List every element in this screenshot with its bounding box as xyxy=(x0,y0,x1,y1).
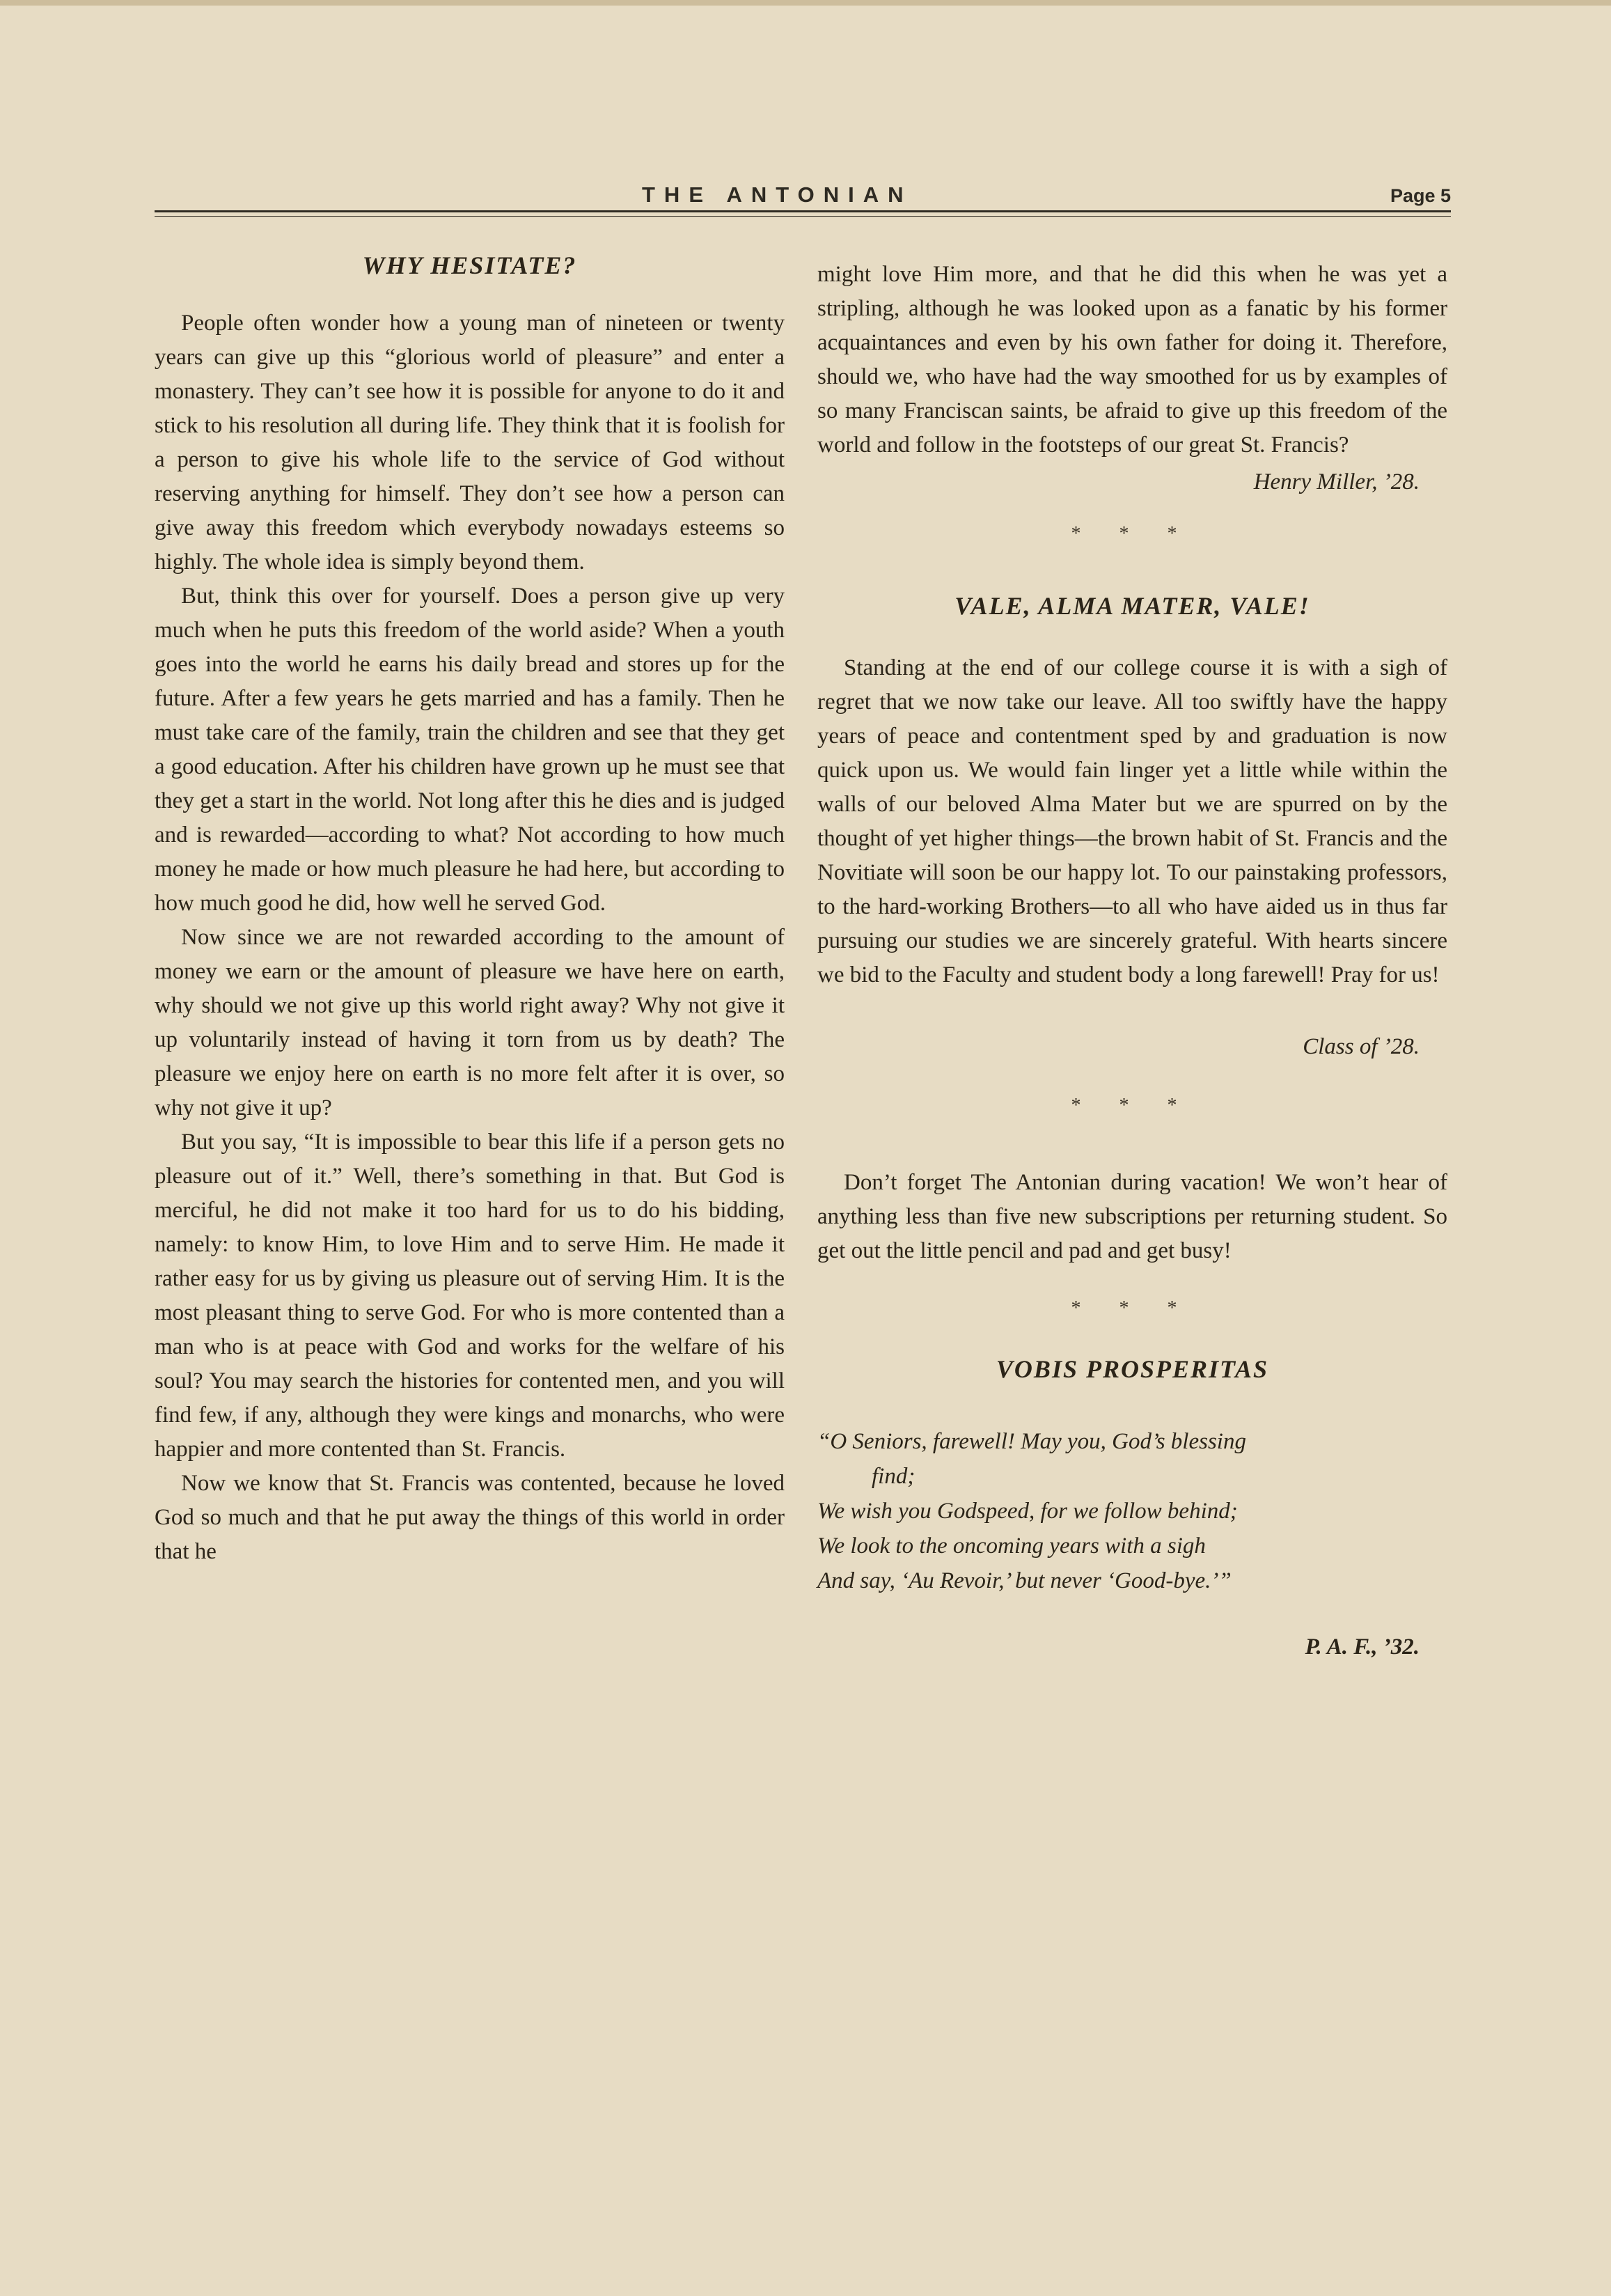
poem-line: We look to the oncoming years with a sigh xyxy=(817,1533,1206,1559)
article-body: Standing at the end of our college course it is with a sigh of regret that we now take our leave. All too swiftly have the happy years of peace and contentment sped by and graduation is now quick upon us. We would fain linger yet a little while within the walls of our beloved Alma Mater but we are spurred on by the thought of yet higher things—the brown habit of St. Francis and the Novitiate will soon be our happy lot. To our painstaking professors, to the hard-working Brothers—to all who have aided us in thus far pursuing our studies we are sincerely grateful. With hearts sincere we bid to the Faculty and student body a long farewell! Pray for us! xyxy=(817,655,1447,987)
article-paragraph: Now since we are not rewarded according to the amount of money we earn or the amount of pleasure we have here on earth, why should we not give up this world right away? Why not give it up voluntarily instead of having it torn from us by death? The pleasure we enjoy here on earth is no more felt after it is over, so why not give it up? xyxy=(155,925,785,1120)
article-paragraph: But, think this over for yourself. Does a person give up very much when he puts this freedom of the world aside? When a youth goes into the world he earns his daily bread and stores up for the future. After a few years he gets married and has a family. Then he must take care of the family, train the children and see that they get a good education. After his children have grown up he must see that they get a start in the world. Not long after this he dies and is judged and is rewarded—according to what? Not according to how much money he made or how much pleasure he had here, but according to how much good he did, how well he served God. xyxy=(155,584,785,916)
poem-author: P. A. F., ’32. xyxy=(1305,1634,1420,1659)
poem-line: “O Seniors, farewell! May you, God’s blessing xyxy=(817,1429,1246,1454)
article-title-vale: VALE, ALMA MATER, VALE! xyxy=(954,592,1310,620)
header-rule-thin xyxy=(155,216,1451,217)
article-paragraph: But you say, “It is impossible to bear this life if a person gets no pleasure out of it.” Well, there’s something in that. But God is merciful, he did not make it too hard for us to do his bidding, namely: to know Him, to love Him and to serve Him. He made it rather easy for us by giving us pleasure out of serving Him. It is the most pleasant thing to serve God. For who is more contented than a man who is at peace with God and works for the welfare of his soul? You may search the histories for contented men, and you will find few, if any, although they were kings and monarchs, who were happier and more contented than St. Francis. xyxy=(155,1130,785,1462)
vacation-notice: Don’t forget The Antonian during vacation! We won’t hear of anything less than five new subscriptions per returning student. So get out the little pencil and pad and get busy! xyxy=(817,1170,1447,1263)
article-title-why-hesitate: WHY HESITATE? xyxy=(362,251,577,279)
left-column xyxy=(155,251,785,1569)
article-title-vobis: VOBIS PROSPERITAS xyxy=(996,1355,1269,1383)
header-rule xyxy=(155,210,1451,212)
section-separator: * * * xyxy=(1071,1095,1194,1116)
farewell-poem xyxy=(817,1424,1447,1598)
section-separator: * * * xyxy=(1071,1297,1194,1319)
newspaper-title: THE ANTONIAN xyxy=(642,182,913,207)
article-author: Class of ’28. xyxy=(1303,1034,1420,1059)
article-paragraph: People often wonder how a young man of nineteen or twenty years can give up this “glorious world of pleasure” and enter a monastery. They can’t see how it is possible for anyone to do it and stick to his resolution all during life. They think that it is foolish for a person to give his whole life to the service of God without reserving anything for himself. They don’t see how a person can give away this freedom which everybody nowadays esteems so highly. The whole idea is simply beyond them. xyxy=(155,311,785,575)
article-paragraph: Now we know that St. Francis was contented, because he loved God so much and that he put away the things of this world in order that he xyxy=(155,1471,785,1564)
paper-top-edge xyxy=(0,0,1611,6)
poem-line: We wish you Godspeed, for we follow behind; xyxy=(817,1499,1238,1524)
page-header xyxy=(155,180,1451,214)
poem-line: And say, ‘Au Revoir,’ but never ‘Good-bye.’” xyxy=(817,1568,1232,1593)
section-separator: * * * xyxy=(1071,523,1194,545)
poem-line: find; xyxy=(872,1464,915,1489)
article-author: Henry Miller, ’28. xyxy=(1253,469,1420,494)
article-continuation: might love Him more, and that he did this when he was yet a stripling, although he was looked upon as a fanatic by his former acquaintances and even by his own father for doing it. Therefore, should we, who have had the way smoothed for us by examples of so many Franciscan saints, be afraid to give up this freedom of the world and follow in the footsteps of our great St. Francis? xyxy=(817,262,1447,458)
right-column xyxy=(817,258,1447,1660)
page-number: Page 5 xyxy=(1390,185,1451,206)
